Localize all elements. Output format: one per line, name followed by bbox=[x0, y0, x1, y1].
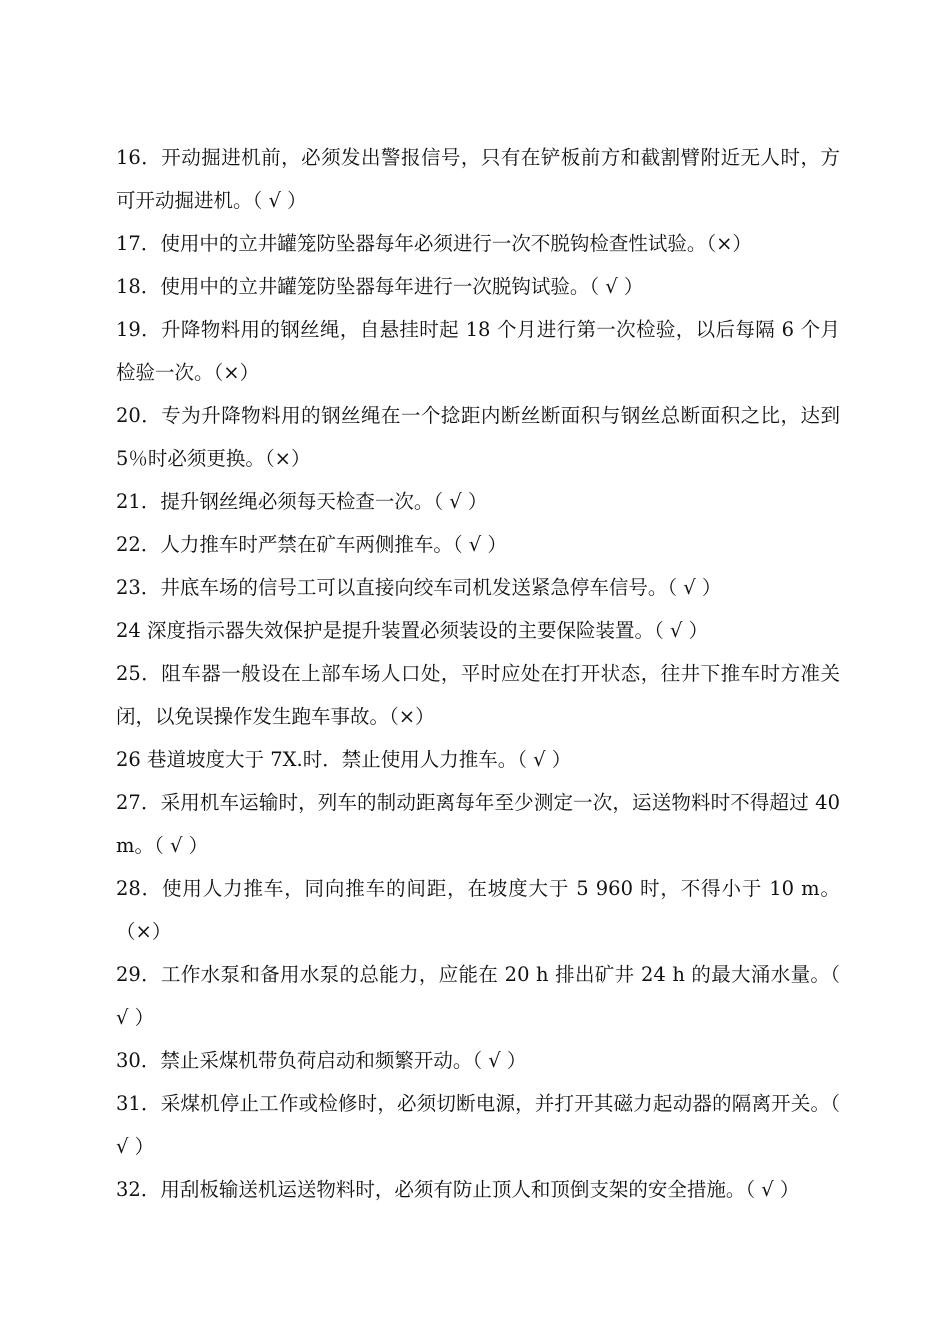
question-32: 32．用刮板输送机运送物料时，必须有防止顶人和顶倒支架的安全措施。（ √ ） bbox=[116, 1178, 800, 1201]
question-29: 29．工作水泵和备用水泵的总能力，应能在 20 h 排出矿井 24 h 的最大涌水量。（ √ ） bbox=[116, 963, 840, 1029]
question-16: 16．开动掘进机前，必须发出警报信号，只有在铲板前方和截割臂附近无人时，方可开动掘进机。（ √ ） bbox=[116, 146, 840, 212]
question-20: 20．专为升降物料用的钢丝绳在一个捻距内断丝断面积与钢丝总断面积之比，达到 5％时必须更换。（×） bbox=[116, 404, 840, 470]
question-30: 30．禁止采煤机带负荷启动和频繁开动。（ √ ） bbox=[116, 1049, 527, 1072]
question-21: 21．提升钢丝绳必须每天检查一次。（ √ ） bbox=[116, 490, 488, 513]
question-18: 18．使用中的立井罐笼防坠器每年进行一次脱钩试验。（ √ ） bbox=[116, 275, 644, 298]
question-27: 27．采用机车运输时，列车的制动距离每年至少测定一次，运送物料时不得超过 40 m。（ √ ） bbox=[116, 791, 840, 857]
question-26: 26 巷道坡度大于 7X.时．禁止使用人力推车。（ √ ） bbox=[116, 748, 572, 771]
question-23: 23．井底车场的信号工可以直接向绞车司机发送紧急停车信号。（ √ ） bbox=[116, 576, 722, 599]
question-17: 17．使用中的立井罐笼防坠器每年必须进行一次不脱钩检查性试验。（×） bbox=[116, 232, 752, 255]
question-list bbox=[116, 136, 840, 1211]
question-31: 31．采煤机停止工作或检修时，必须切断电源，并打开其磁力起动器的隔离开关。（ √ ） bbox=[116, 1092, 840, 1158]
question-19: 19．升降物料用的钢丝绳，自悬挂时起 18 个月进行第一次检验，以后每隔 6 个月检验一次。（×） bbox=[116, 318, 840, 384]
question-24: 24 深度指示器失效保护是提升装置必须装设的主要保险装置。（ √ ） bbox=[116, 619, 709, 642]
question-28: 28．使用人力推车，同向推车的间距，在坡度大于 5 960 时，不得小于 10 m。（×） bbox=[116, 877, 840, 943]
question-22: 22．人力推车时严禁在矿车两侧推车。（ √ ） bbox=[116, 533, 507, 556]
question-25: 25．阻车器一般设在上部车场人口处，平时应处在打开状态，往井下推车时方准关闭，以免误操作发生跑车事故。（×） bbox=[116, 662, 840, 728]
